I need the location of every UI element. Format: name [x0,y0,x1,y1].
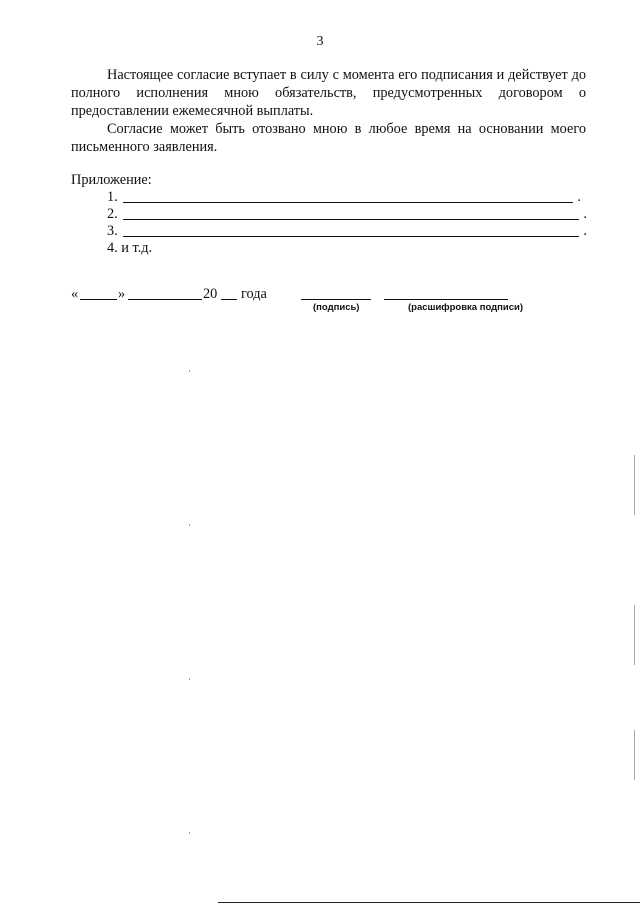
appendix-item-number: 2. [107,206,118,222]
year-blank [221,285,237,300]
appendix-item [107,222,587,240]
appendix-title: Приложение: [71,172,152,188]
appendix-item [107,188,581,206]
scan-edge-mark [634,605,635,665]
appendix-item-blank [123,236,579,237]
year-word: года [241,286,267,302]
appendix-etc-text: 4. и т.д. [107,240,153,256]
consent-revocation-paragraph: Согласие может быть отозвано мною в любое время на основании моего письменного заявления. [71,121,586,155]
signature-date-line [71,285,591,303]
signature-caption: (подпись) [313,302,360,313]
quote-open: « [71,286,79,302]
signature-decoding-caption: (расшифровка подписи) [408,302,524,313]
scan-speck [189,524,190,526]
day-blank [80,285,117,300]
scan-bottom-edge [218,902,640,903]
appendix-item-number: 3. [107,223,118,239]
appendix-item-etc [107,239,587,257]
appendix-item-blank [123,219,579,220]
scan-edge-mark [634,730,635,780]
scan-speck [189,832,190,834]
appendix-item [107,205,587,223]
appendix-item-end: . [577,189,581,205]
appendix-item-end: . [583,223,587,239]
appendix-item-number: 1. [107,189,118,205]
page-number: 3 [316,34,324,49]
signature-decoding-blank [384,285,508,300]
consent-effective-paragraph: Настоящее согласие вступает в силу с момента его подписания и действует до полного исполнения мною обязательств, предусмотренных договором о предоставлении ежемесячной выплаты. [71,67,586,119]
scan-edge-mark [634,455,635,515]
year-prefix: 20 [203,286,218,302]
appendix-item-end: . [583,206,587,222]
month-blank [128,285,202,300]
appendix-item-blank [123,202,573,203]
quote-close: » [118,286,126,302]
scan-speck [189,678,190,680]
signature-blank [301,285,371,300]
scan-speck [189,370,190,372]
